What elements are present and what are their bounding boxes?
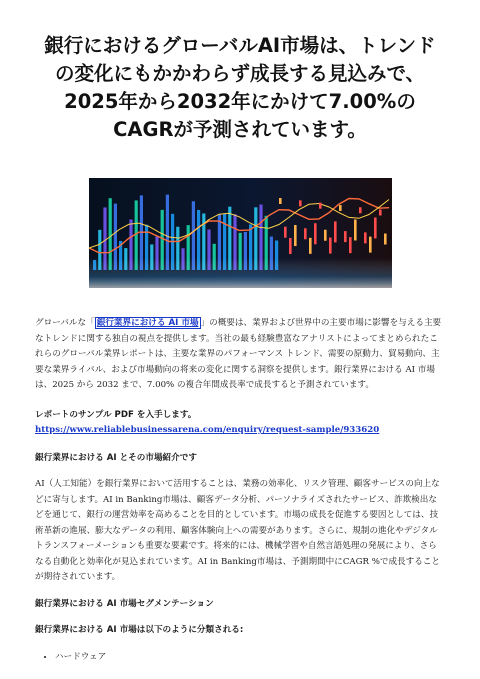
document-title: 銀行におけるグローバルAI市場は、トレンドの変化にもかかわらず成長する見込みで、2025年から2032年にかけて7.00%のCAGRが予測されています。	[44, 34, 436, 141]
intro-suffix: 」の概要は、業界および世界中の主要市場に影響を与える主要なトレンドに関する独自の視点を提供します。当社の最も経験豊富なアナリストによってまとめられたこれらのグローバル業界レポートは、主要な業界のパフォーマンス トレンド、需要の原動力、貿易動向、主要な業界ライバル、および市場動向の将来の変化に関する洞察を提供します。銀行業界における AI 市場は、2025 から 2032 まで、7.00% の複合年間成長率で成長すると予測されています。	[35, 318, 442, 390]
hero-candle	[284, 227, 287, 238]
hero-candle	[359, 207, 362, 213]
hero-candle	[324, 230, 327, 241]
sample-request	[35, 408, 445, 439]
section-intro-paragraph: AI（人工知能）を銀行業界において活用することは、業務の効率化、リスク管理、顧客サービスの向上などに寄与します。AI in Banking市場は、顧客データ分析、パーソナライズされたサービス、詐欺検出などを通じて、銀行の運営効率を高めることを目的としています。市場の成長を促進する要因としては、技術革新の進展、膨大なデータの利用、顧客体験向上への需要があります。さらに、規制の進化やデジタルトランスフォーメーションも重要な要素です。将来的には、機械学習や自然言語処理の発展により、さらなる自動化と効率化が見込まれています。AI in Banking市場は、予測期間中にCAGR %で成長することが期待されています。	[35, 479, 441, 582]
hero-candle	[334, 221, 337, 242]
market-report-link[interactable]: 銀行業界における AI 市場	[96, 318, 199, 328]
hero-candle	[364, 232, 367, 243]
hero-candle	[304, 228, 307, 239]
hero-candle	[319, 203, 322, 209]
hero-candle	[314, 223, 317, 244]
intro-prefix: グローバルな「	[35, 318, 95, 328]
hero-candle	[374, 217, 377, 238]
hero-candle	[344, 231, 347, 242]
hero-candle	[354, 219, 357, 240]
list-item: • ハードウェア	[55, 650, 445, 666]
hero-candle	[369, 237, 372, 253]
classification-list	[35, 650, 445, 666]
hero-image	[89, 178, 392, 288]
section-heading-intro: 銀行業界における AI とその市場紹介です	[35, 452, 197, 463]
hero-candle	[349, 237, 352, 253]
section-heading-classification: 銀行業界における AI 市場は以下のように分類される:	[35, 625, 244, 635]
intro-paragraph	[35, 316, 445, 394]
hero-candle	[279, 198, 282, 204]
hero-candle	[289, 238, 292, 254]
hero-candle	[384, 234, 387, 245]
hero-candle	[294, 225, 297, 246]
hero-candle	[309, 238, 312, 254]
sample-label: レポートのサンプル PDF を入手します。	[35, 409, 197, 420]
hero-candle	[379, 210, 382, 216]
section-heading-segmentation: 銀行業界における AI 市場セグメンテーション	[35, 598, 214, 609]
hero-candle	[339, 205, 342, 211]
hero-candle	[329, 238, 332, 254]
sample-request-link[interactable]: https://www.reliablebusinessarena.com/enquiry/request-sample/933620	[35, 425, 380, 435]
hero-candle	[299, 200, 302, 206]
